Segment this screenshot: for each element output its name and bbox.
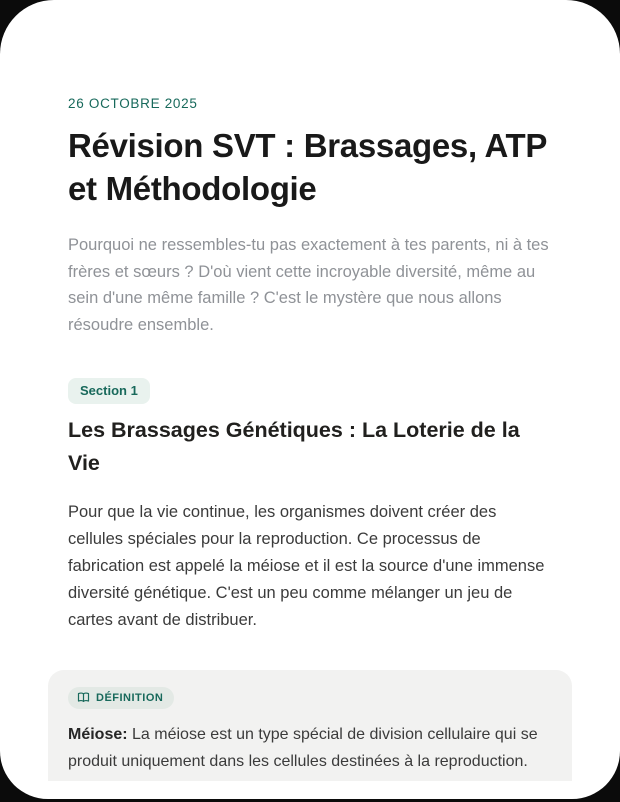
definition-text [68,722,552,775]
article-intro: Pourquoi ne ressembles-tu pas exactement à tes parents, ni à tes frères et sœurs ? D'où vient cette incroyable diversité, même au sein d'une même famille ? C'est le mystère que nous allons résoudre ensemble. [68,236,549,334]
article-title: Révision SVT : Brassages, ATP et Méthodologie [68,127,547,207]
definition-body: La méiose est un type spécial de division cellulaire qui se produit uniquement dans les cellules destinées à la reproduction. [68,726,538,770]
open-book-icon [77,691,90,704]
section-badge: Section 1 [68,378,150,404]
definition-badge [68,687,174,709]
definition-card [48,670,572,781]
section-body: Pour que la vie continue, les organismes doivent créer des cellules spéciales pour la reproduction. Ce processus de fabrication est appelé la méiose et il est la source d'une immense diversité génétique. C'est un peu comme mélanger un jeu de cartes avant de distribuer. [68,503,545,629]
section-heading: Les Brassages Génétiques : La Loterie de la Vie [68,418,520,475]
definition-badge-label: DÉFINITION [96,691,164,704]
article-date: 26 OCTOBRE 2025 [68,96,198,111]
definition-term: Méiose: [68,726,128,743]
